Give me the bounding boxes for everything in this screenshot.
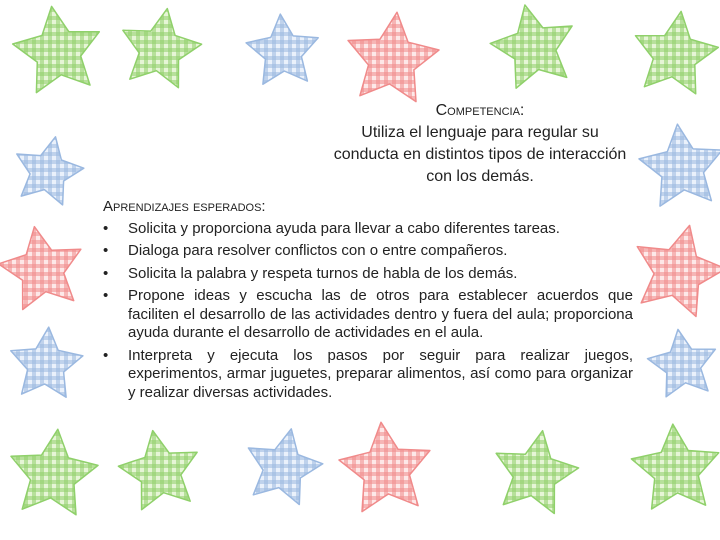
gingham-star-icon <box>13 6 100 92</box>
gingham-star-icon <box>496 431 578 514</box>
bullet-icon: • <box>103 287 109 304</box>
bullet-icon: • <box>103 219 109 237</box>
gingham-star-icon <box>17 137 84 205</box>
gingham-star-icon <box>637 225 720 316</box>
gingham-star-icon <box>339 422 430 511</box>
gingham-star-icon <box>636 11 719 93</box>
aprendizajes-block <box>103 198 633 406</box>
competencia-text: Utiliza el lenguaje para regular su conducta en distintos tipos de interacción con los demás. <box>333 124 627 185</box>
gingham-star-icon <box>246 14 318 84</box>
gingham-star-icon <box>248 429 322 505</box>
aprendizajes-list <box>103 220 633 403</box>
bullet-icon: • <box>103 264 109 282</box>
competencia-heading: Competencia: <box>435 102 525 119</box>
gingham-star-icon <box>639 124 720 206</box>
bullet-icon: • <box>103 346 109 364</box>
gingham-star-icon <box>348 12 439 101</box>
gingham-star-icon <box>118 431 197 510</box>
bullet-icon: • <box>103 242 109 259</box>
aprendizajes-heading: Aprendizajes esperados: <box>103 198 266 215</box>
gingham-star-icon <box>123 9 202 88</box>
gingham-star-icon <box>11 327 83 397</box>
gingham-star-icon <box>648 329 716 396</box>
gingham-star-icon <box>11 429 98 515</box>
gingham-star-icon <box>0 227 81 310</box>
competencia-block <box>330 100 630 188</box>
list-item: • Interpreta y ejecuta los pasos por seguir para realizar juegos, experimentos, armar juguetes, preparar alimentos, así como para organizar y realizar diversas actividades. <box>103 346 633 401</box>
list-item: • Propone ideas y escucha las de otros para establecer acuerdos que faciliten el desarrollo de las actividades dentro y fuera del aula; proporciona ayuda durante el desarrollo de actividades en el aula. <box>103 287 633 341</box>
gingham-star-icon <box>490 5 572 88</box>
list-item: • Solicita la palabra y respeta turnos de habla de los demás. <box>103 264 518 282</box>
list-item: • Solicita y proporciona ayuda para llevar a cabo diferentes tareas. <box>103 219 560 237</box>
gingham-star-icon <box>631 424 718 509</box>
list-item: • Dialoga para resolver conflictos con o entre compañeros. <box>103 242 508 259</box>
